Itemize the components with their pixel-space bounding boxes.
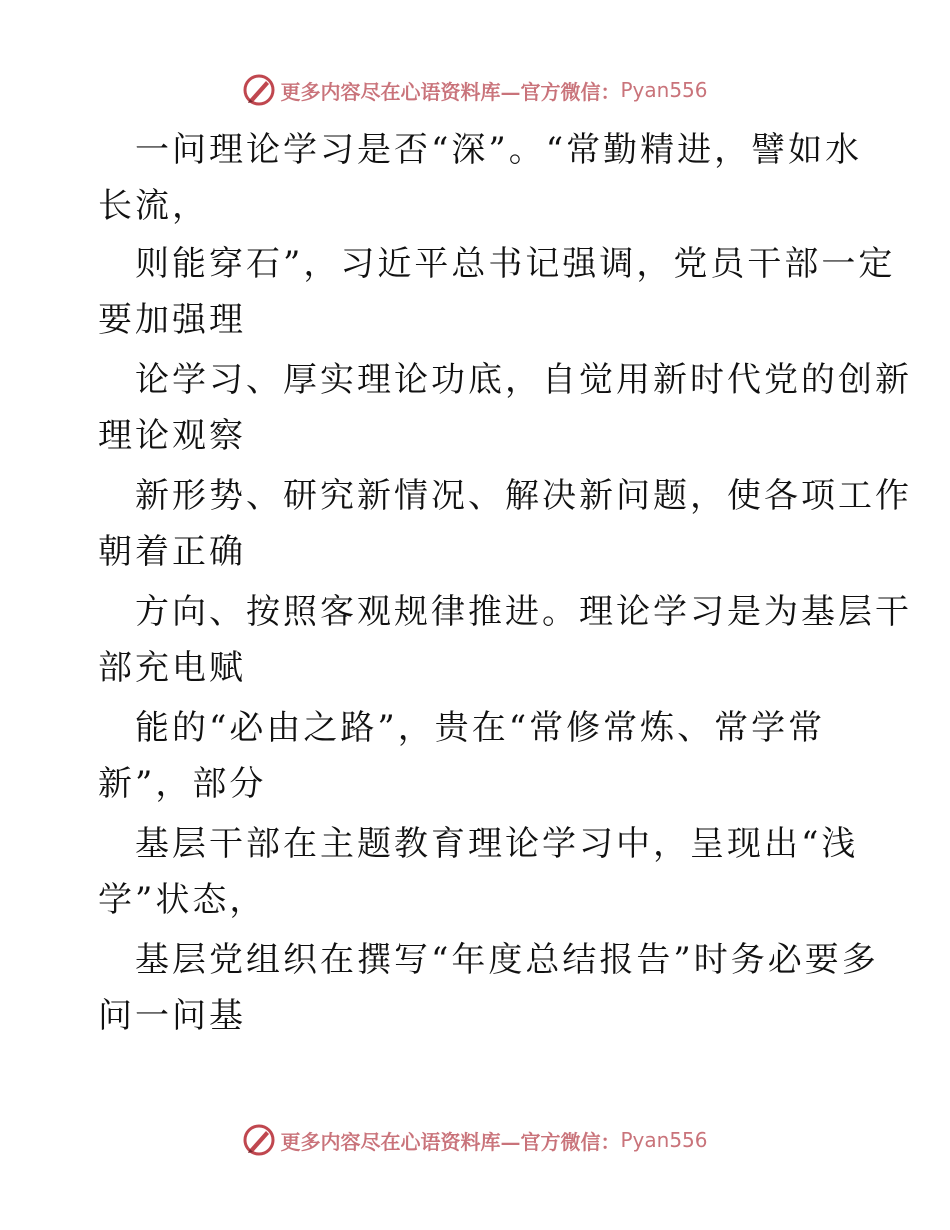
watermark-text: 更多内容尽在心语资料库—官方微信： xyxy=(280,1129,621,1154)
body-line: 问一问基 xyxy=(98,996,246,1036)
pen-logo-icon xyxy=(242,1123,276,1157)
body-line: 新”，部分 xyxy=(98,764,267,804)
body-line: 学”状态， xyxy=(98,880,267,920)
body-line: 基层干部在主题教育理论学习中，呈现出“浅 xyxy=(135,824,859,864)
body-line: 方向、按照客观规律推进。理论学习是为基层干 xyxy=(135,592,912,632)
body-line: 能的“必由之路”，贵在“常修常炼、常学常 xyxy=(135,708,826,748)
watermark-wechat-id: Pyan556 xyxy=(620,78,708,102)
body-line: 基层党组织在撰写“年度总结报告”时务必要多 xyxy=(135,940,879,980)
pen-logo-icon xyxy=(242,73,276,107)
body-line: 朝着正确 xyxy=(98,532,246,572)
header-watermark xyxy=(0,72,950,108)
body-line: 论学习、厚实理论功底，自觉用新时代党的创新 xyxy=(135,360,912,400)
body-line: 新形势、研究新情况、解决新问题，使各项工作 xyxy=(135,476,912,516)
body-line: 理论观察 xyxy=(98,416,246,456)
body-line: 一问理论学习是否“深”。“常勤精进，譬如水 xyxy=(135,130,863,170)
body-line: 则能穿石”，习近平总书记强调，党员干部一定 xyxy=(135,244,896,284)
body-line: 长流， xyxy=(98,186,209,226)
watermark-wechat-id: Pyan556 xyxy=(620,1128,708,1152)
watermark-text: 更多内容尽在心语资料库—官方微信： xyxy=(280,79,621,104)
body-line: 要加强理 xyxy=(98,300,246,340)
footer-watermark xyxy=(0,1122,950,1158)
body-line: 部充电赋 xyxy=(98,648,246,688)
